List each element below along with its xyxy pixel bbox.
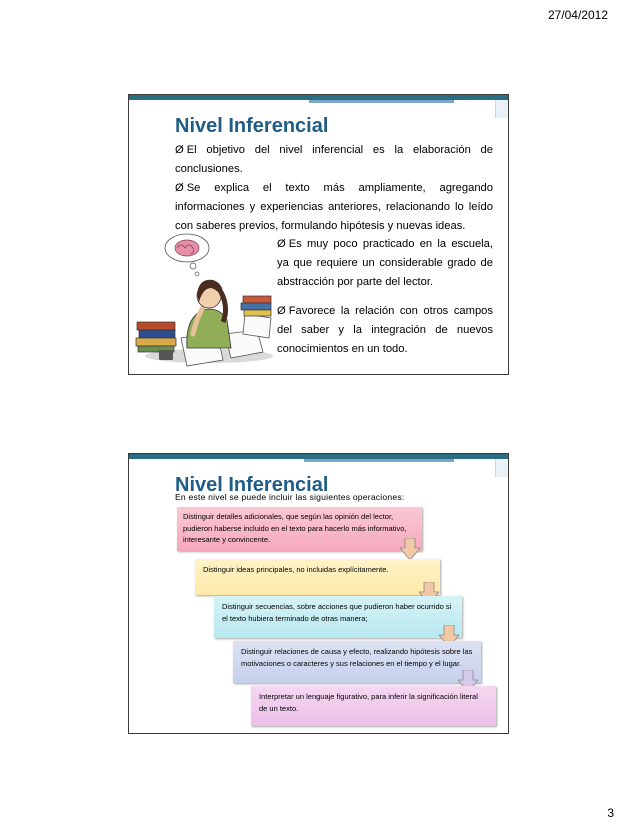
bullet-marker: Ø — [175, 144, 184, 156]
slide-title: Nivel Inferencial — [175, 115, 329, 137]
slide-corner-decoration — [495, 459, 508, 477]
down-right-arrow-icon — [400, 538, 420, 560]
slide-1 — [128, 94, 509, 375]
process-step-2: Distinguir ideas principales, no incluidas explícitamente. — [195, 559, 440, 595]
student-thinking-illustration — [135, 230, 277, 372]
slide-header-accent — [304, 459, 454, 462]
process-step-3: Distinguir secuencias, sobre acciones que pudieron haber ocurrido si el texto hubiera terminado de otras manera; — [214, 596, 462, 638]
bullet-item: Ø El objetivo del nivel inferencial es la elaboración de conclusiones. — [175, 141, 493, 179]
bullet-item: Ø Es muy poco practicado en la escuela, ya que requiere un considerable grado de abstracción por parte del lector. — [277, 235, 493, 292]
page-number: 3 — [607, 806, 614, 820]
bullet-list-side — [277, 235, 493, 359]
slide-corner-decoration — [495, 100, 508, 118]
bullet-item: Ø Favorece la relación con otros campos del saber y la integración de nuevos conocimientos en un todo. — [277, 302, 493, 359]
slide-2 — [128, 453, 509, 734]
slide-title: Nivel Inferencial — [175, 474, 329, 496]
process-step-1: Distinguir detalles adicionales, que según las opinión del lector, pudieron haberse incluido en el texto para hacerlo más informativo, interesante y convincente. — [177, 507, 422, 551]
bullet-marker: Ø — [277, 238, 286, 250]
slide-header-accent — [309, 100, 454, 103]
slide-intro-text: En este nivel se puede incluir las siguientes operaciones: — [175, 492, 405, 502]
process-step-5: Interpretar un lenguaje figurativo, para inferir la significación literal de un texto. — [251, 686, 496, 726]
page-date: 27/04/2012 — [547, 8, 608, 22]
bullet-marker: Ø — [175, 182, 184, 194]
bullet-list-top — [175, 141, 493, 236]
process-step-4: Distinguir relaciones de causa y efecto, realizando hipótesis sobre las motivaciones o caracteres y sus relaciones en el tiempo y el lugar. — [233, 641, 481, 683]
bullet-item: Ø Se explica el texto más ampliamente, agregando informaciones y experiencias anteriores, relacionando lo leído con saberes previos, formulando hipótesis y nuevas ideas. — [175, 179, 493, 236]
bullet-marker: Ø — [277, 305, 286, 317]
